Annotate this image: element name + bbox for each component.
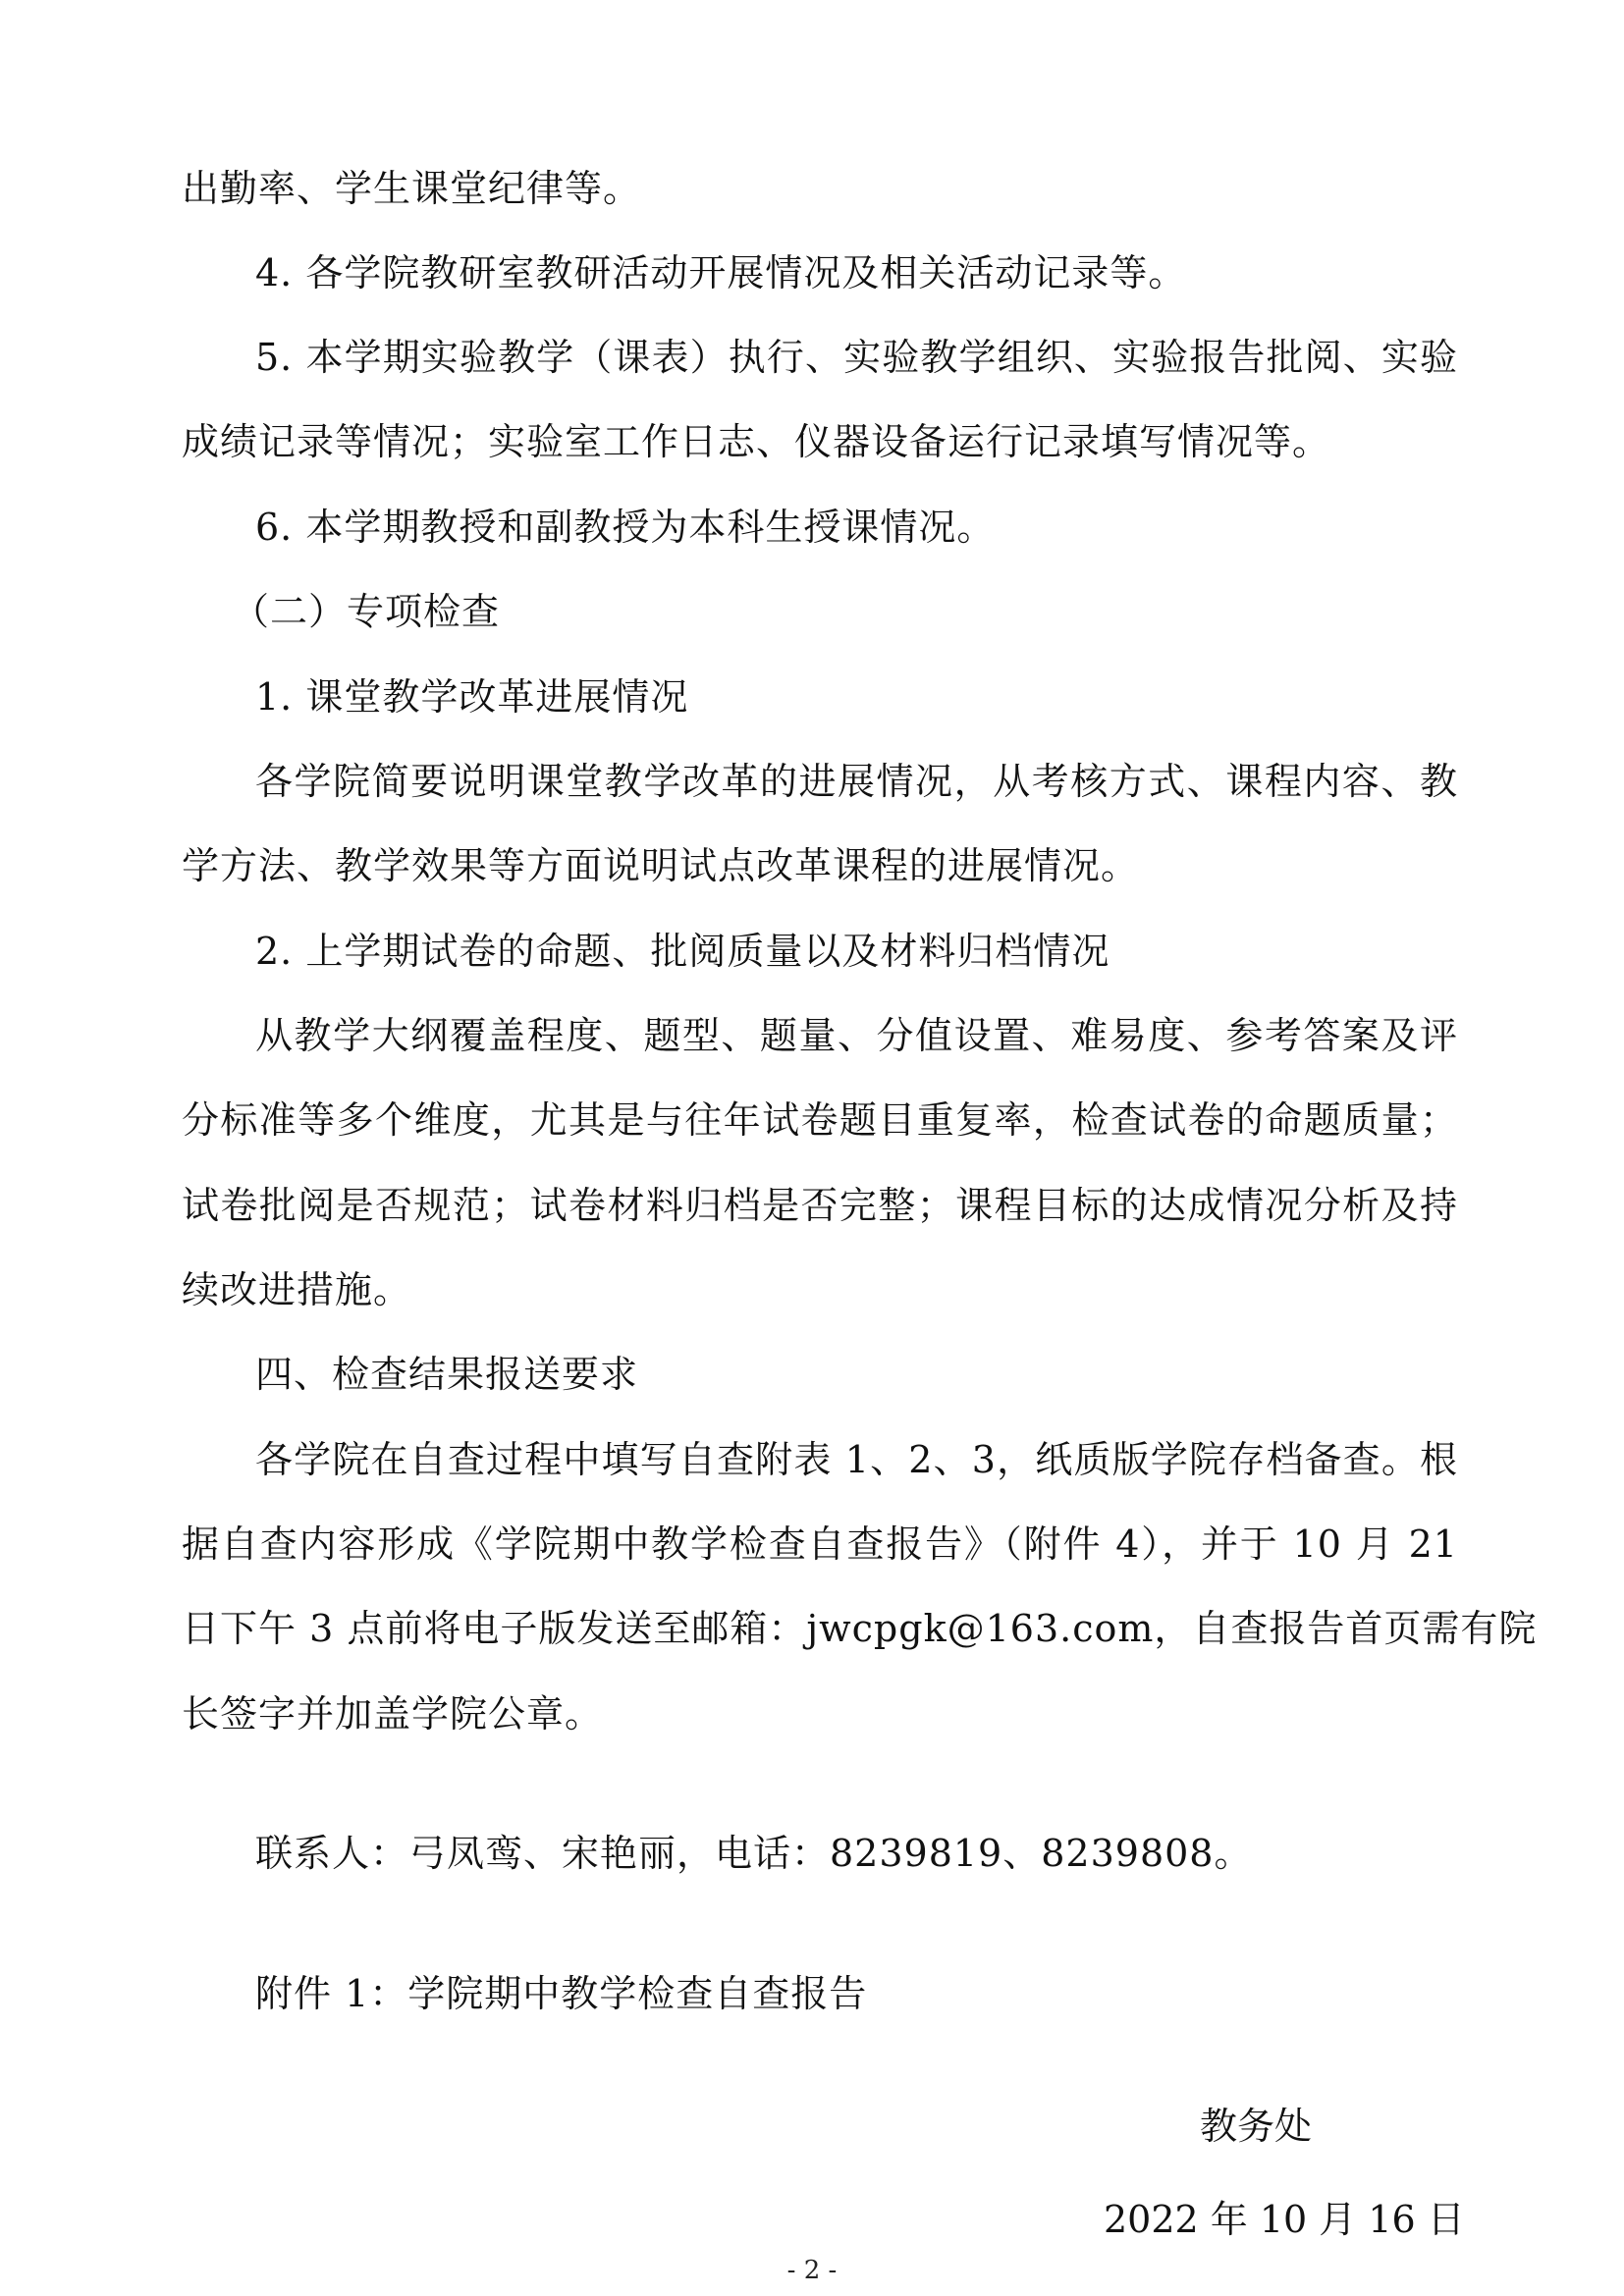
paragraph-line: 从教学大纲覆盖程度、题型、题量、分值设置、难易度、参考答案及评 <box>255 1014 1458 1057</box>
paragraph-line: 长签字并加盖学院公章。 <box>182 1692 604 1735</box>
signature-date: 2022 年 10 月 16 日 <box>1104 2198 1465 2241</box>
list-item-6: 6. 本学期教授和副教授为本科生授课情况。 <box>255 506 996 549</box>
paragraph-line: 据自查内容形成《学院期中教学检查自查报告》（附件 4），并于 10 月 21 <box>182 1522 1458 1566</box>
subheading-classroom-reform: 1. 课堂教学改革进展情况 <box>255 675 689 719</box>
list-item-5: 5. 本学期实验教学（课表）执行、实验教学组织、实验报告批阅、实验 <box>255 336 1458 379</box>
contact-info: 联系人：弓凤鸾、宋艳丽，电话：8239819、8239808。 <box>255 1832 1253 1875</box>
section-heading-report-requirements: 四、检查结果报送要求 <box>255 1353 639 1396</box>
paragraph-line: 日下午 3 点前将电子版发送至邮箱：jwcpgk@163.com，自查报告首页需有院 <box>182 1607 1538 1650</box>
paragraph-line: 试卷批阅是否规范；试卷材料归档是否完整；课程目标的达成情况分析及持 <box>182 1184 1458 1227</box>
list-item-5-continued: 成绩记录等情况；实验室工作日志、仪器设备运行记录填写情况等。 <box>182 420 1331 463</box>
paragraph-line: 出勤率、学生课堂纪律等。 <box>182 167 642 210</box>
paragraph-line: 各学院简要说明课堂教学改革的进展情况，从考核方式、课程内容、教 <box>255 760 1458 803</box>
signature-issuer: 教务处 <box>1200 2105 1313 2148</box>
list-item-4: 4. 各学院教研室教研活动开展情况及相关活动记录等。 <box>255 251 1187 294</box>
paragraph-line: 学方法、教学效果等方面说明试点改革课程的进展情况。 <box>182 844 1140 887</box>
subheading-exam-papers: 2. 上学期试卷的命题、批阅质量以及材料归档情况 <box>255 930 1110 973</box>
attachment-note: 附件 1：学院期中教学检查自查报告 <box>255 1972 868 2015</box>
section-heading-special-check: （二）专项检查 <box>232 590 501 633</box>
paragraph-line: 分标准等多个维度，尤其是与往年试卷题目重复率，检查试卷的命题质量； <box>182 1098 1458 1142</box>
paragraph-line: 各学院在自查过程中填写自查附表 1、2、3，纸质版学院存档备查。根 <box>255 1438 1458 1481</box>
paragraph-line: 续改进措施。 <box>182 1268 412 1311</box>
page-number: - 2 - <box>786 2256 838 2285</box>
